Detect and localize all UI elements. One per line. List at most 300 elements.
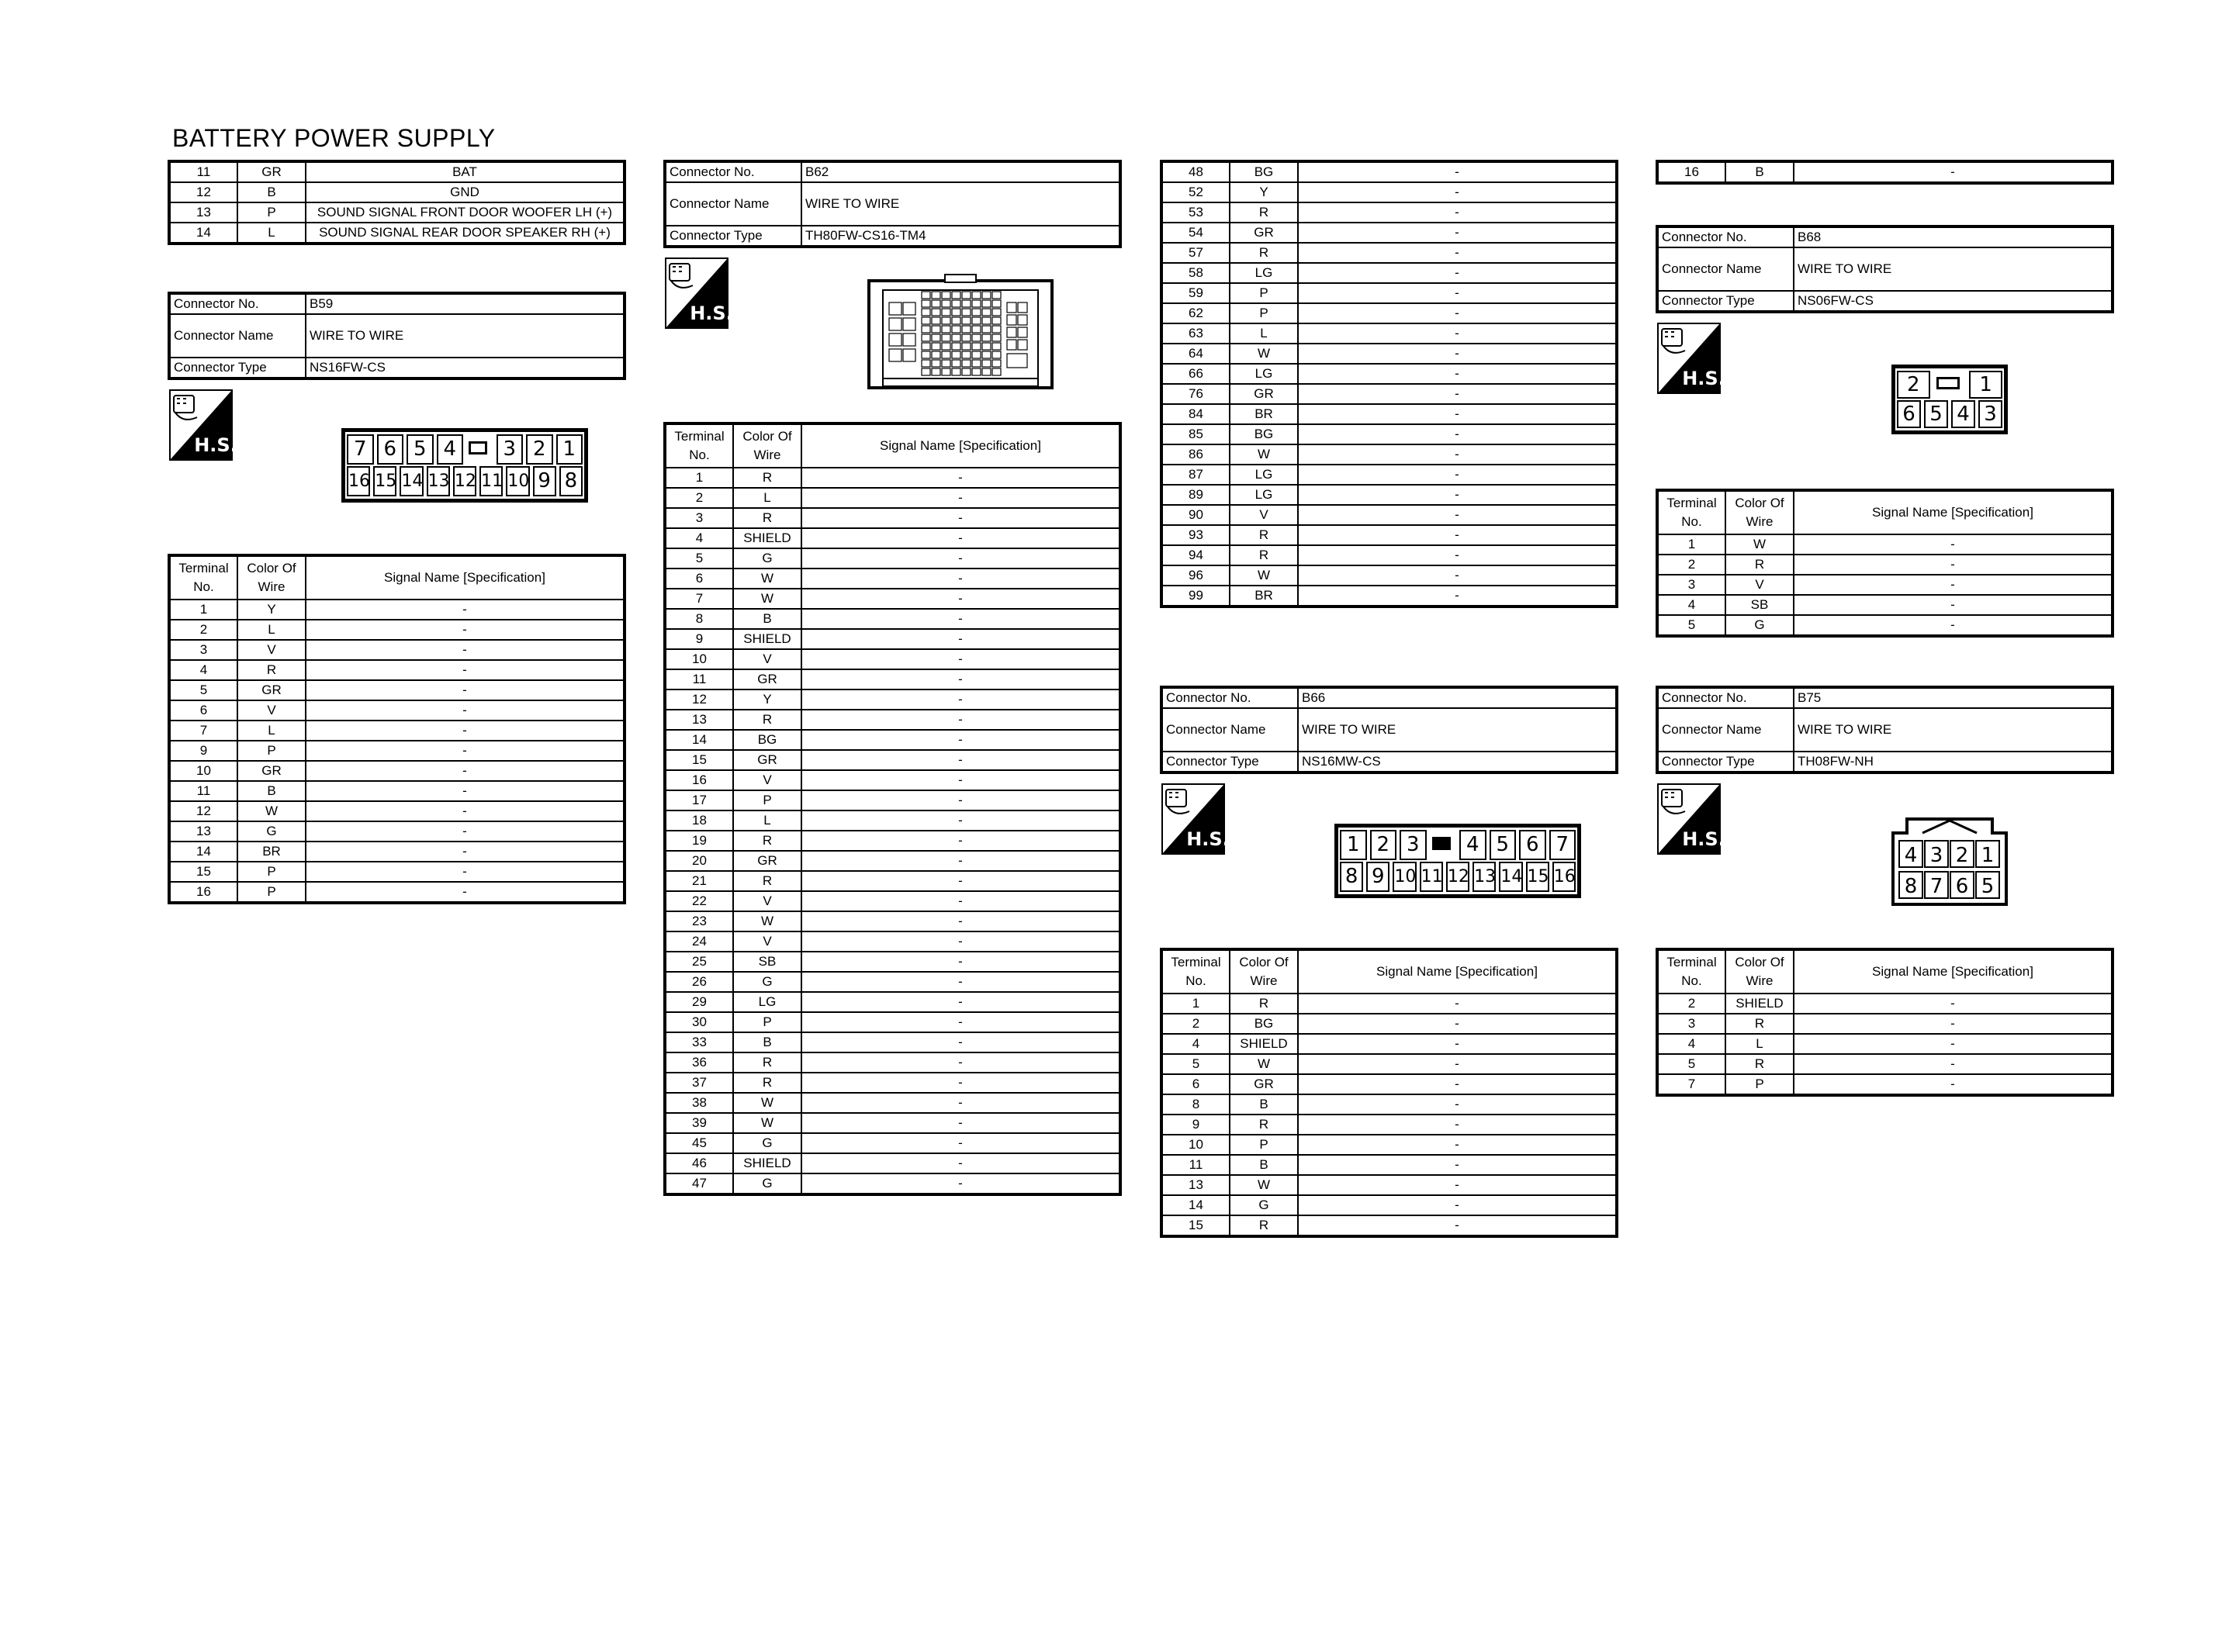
wire-color: P bbox=[1725, 1074, 1794, 1095]
wire-color: G bbox=[1725, 615, 1794, 636]
connector-pin: 1 bbox=[556, 434, 583, 465]
terminal-no: 85 bbox=[1161, 424, 1230, 444]
signal-name: - bbox=[1298, 303, 1617, 323]
table-row bbox=[1161, 283, 1617, 303]
table-row bbox=[665, 1032, 1120, 1052]
connector-pin: 11 bbox=[1420, 862, 1443, 892]
connector-pin: 2 bbox=[526, 434, 553, 465]
table-row bbox=[169, 640, 625, 660]
wire-color: L bbox=[1230, 323, 1298, 344]
signal-name: - bbox=[801, 629, 1120, 649]
wire-color: V bbox=[733, 770, 801, 790]
terminal-no: 24 bbox=[665, 931, 733, 952]
connector-name-label: Connector Name bbox=[1657, 247, 1794, 291]
wire-color: BG bbox=[1230, 1014, 1298, 1034]
signal-name: - bbox=[306, 660, 625, 680]
signal-name: - bbox=[1298, 243, 1617, 263]
signal-name: - bbox=[801, 710, 1120, 730]
table-row bbox=[665, 952, 1120, 972]
connector-pin: 12 bbox=[453, 466, 476, 496]
table-row bbox=[665, 1093, 1120, 1113]
signal-name: - bbox=[1794, 615, 2113, 636]
terminal-no-header: Terminal No. bbox=[665, 423, 733, 468]
b66-connector-name: WIRE TO WIRE bbox=[1298, 708, 1617, 752]
harness-side-icon bbox=[1657, 783, 1725, 855]
signal-name: - bbox=[801, 790, 1120, 810]
connector-pin: 9 bbox=[1366, 862, 1389, 892]
signal-name: - bbox=[801, 569, 1120, 589]
terminal-no: 17 bbox=[665, 790, 733, 810]
table-row bbox=[1161, 182, 1617, 202]
wire-color: W bbox=[733, 1093, 801, 1113]
signal-name-header: Signal Name [Specification] bbox=[306, 555, 625, 600]
wire-color: V bbox=[237, 700, 306, 721]
table-row bbox=[169, 202, 625, 223]
wire-color: R bbox=[1230, 1215, 1298, 1236]
wire-color: R bbox=[733, 468, 801, 488]
connector-pin: 15 bbox=[373, 466, 396, 496]
wire-color: BR bbox=[237, 842, 306, 862]
signal-name: - bbox=[1794, 534, 2113, 555]
terminal-no: 87 bbox=[1161, 465, 1230, 485]
signal-name: - bbox=[801, 851, 1120, 871]
b66-connector-diagram bbox=[1334, 824, 1581, 898]
signal-name: - bbox=[306, 640, 625, 660]
terminal-no: 25 bbox=[665, 952, 733, 972]
wire-color: P bbox=[237, 862, 306, 882]
wire-color: W bbox=[1230, 565, 1298, 586]
signal-name: - bbox=[801, 911, 1120, 931]
terminal-no: 4 bbox=[1657, 1034, 1725, 1054]
connector-name-label: Connector Name bbox=[665, 182, 801, 226]
wire-color: Y bbox=[237, 600, 306, 620]
signal-name: - bbox=[306, 862, 625, 882]
wire-color-header: Color Of Wire bbox=[1725, 490, 1794, 534]
table-row bbox=[169, 882, 625, 903]
connector-pin-label: 1 bbox=[1981, 844, 1995, 867]
wire-color: P bbox=[237, 202, 306, 223]
wire-color: W bbox=[1725, 534, 1794, 555]
terminal-no: 3 bbox=[169, 640, 237, 660]
signal-name: - bbox=[1298, 364, 1617, 384]
signal-name: - bbox=[1298, 1135, 1617, 1155]
table-row bbox=[665, 891, 1120, 911]
table-row bbox=[1161, 323, 1617, 344]
b68-info-table bbox=[1656, 225, 2114, 313]
b66-connector-no: B66 bbox=[1298, 687, 1617, 708]
b68-connector-name: WIRE TO WIRE bbox=[1794, 247, 2113, 291]
top-left-table bbox=[168, 160, 626, 245]
wire-color: W bbox=[733, 589, 801, 609]
b75-info-table bbox=[1656, 686, 2114, 774]
signal-name: - bbox=[1298, 223, 1617, 243]
wire-color: V bbox=[733, 649, 801, 669]
signal-name: - bbox=[1298, 1215, 1617, 1236]
signal-name: - bbox=[801, 589, 1120, 609]
terminal-no: 46 bbox=[665, 1153, 733, 1173]
table-row bbox=[1161, 525, 1617, 545]
table-row bbox=[1161, 1155, 1617, 1175]
table-row bbox=[665, 548, 1120, 569]
signal-name-header: Signal Name [Specification] bbox=[1794, 490, 2113, 534]
wire-color: R bbox=[237, 660, 306, 680]
terminal-no: 5 bbox=[1161, 1054, 1230, 1074]
table-row bbox=[169, 182, 625, 202]
connector-pin: 5 bbox=[1490, 830, 1517, 860]
table-row bbox=[1657, 1034, 2113, 1054]
b66-connector-type: NS16MW-CS bbox=[1298, 752, 1617, 772]
table-row bbox=[1161, 444, 1617, 465]
wire-color: G bbox=[733, 548, 801, 569]
connector-pin: 4 bbox=[437, 434, 464, 465]
terminal-no-header: Terminal No. bbox=[1657, 490, 1725, 534]
terminal-no: 7 bbox=[665, 589, 733, 609]
connector-type-label: Connector Type bbox=[1657, 291, 1794, 312]
connector-name-label: Connector Name bbox=[1657, 708, 1794, 752]
connector-name-label: Connector Name bbox=[1161, 708, 1298, 752]
connector-no-label: Connector No. bbox=[1657, 226, 1794, 247]
wire-color: R bbox=[733, 871, 801, 891]
table-row bbox=[1161, 303, 1617, 323]
wire-color: Y bbox=[733, 689, 801, 710]
wire-color: P bbox=[733, 1012, 801, 1032]
table-row bbox=[1657, 1054, 2113, 1074]
terminal-no: 14 bbox=[169, 842, 237, 862]
table-row bbox=[169, 781, 625, 801]
terminal-no: 64 bbox=[1161, 344, 1230, 364]
wire-color: V bbox=[1230, 505, 1298, 525]
table-row bbox=[1161, 1014, 1617, 1034]
signal-name: - bbox=[801, 649, 1120, 669]
signal-name: - bbox=[306, 882, 625, 903]
terminal-no: 16 bbox=[1657, 161, 1725, 183]
harness-side-icon bbox=[1657, 323, 1725, 394]
signal-name: - bbox=[801, 1012, 1120, 1032]
terminal-no: 5 bbox=[1657, 615, 1725, 636]
connector-pin: 7 bbox=[1549, 830, 1576, 860]
b75-connector-name: WIRE TO WIRE bbox=[1794, 708, 2113, 752]
signal-name: - bbox=[801, 1052, 1120, 1073]
terminal-no: 5 bbox=[665, 548, 733, 569]
wire-color: B bbox=[237, 182, 306, 202]
table-row bbox=[1161, 1175, 1617, 1195]
table-row bbox=[1161, 1135, 1617, 1155]
terminal-no: 59 bbox=[1161, 283, 1230, 303]
table-row bbox=[1161, 1215, 1617, 1236]
terminal-no: 14 bbox=[1161, 1195, 1230, 1215]
connector-pin: 4 bbox=[1459, 830, 1486, 860]
connector-pin: 8 bbox=[559, 466, 583, 496]
connector-pin: 16 bbox=[1552, 862, 1576, 892]
connector-pin: 13 bbox=[427, 466, 450, 496]
terminal-no: 48 bbox=[1161, 161, 1230, 182]
table-row bbox=[1161, 424, 1617, 444]
signal-name: - bbox=[801, 1073, 1120, 1093]
signal-name: - bbox=[801, 1173, 1120, 1194]
b62-connector-type: TH80FW-CS16-TM4 bbox=[801, 226, 1120, 247]
signal-name: - bbox=[306, 741, 625, 761]
wire-color: W bbox=[1230, 1054, 1298, 1074]
table-row bbox=[665, 1173, 1120, 1194]
wire-color: P bbox=[237, 882, 306, 903]
table-row bbox=[1657, 1014, 2113, 1034]
connector-pin: 6 bbox=[1897, 400, 1921, 428]
terminal-no: 14 bbox=[169, 223, 237, 244]
table-row bbox=[1161, 1074, 1617, 1094]
terminal-no: 2 bbox=[1657, 555, 1725, 575]
wire-color: P bbox=[733, 790, 801, 810]
table-row bbox=[1161, 545, 1617, 565]
signal-name: - bbox=[801, 1133, 1120, 1153]
table-row bbox=[665, 649, 1120, 669]
table-row bbox=[1657, 615, 2113, 636]
table-row bbox=[665, 1012, 1120, 1032]
table-row bbox=[665, 851, 1120, 871]
wire-color: SHIELD bbox=[1725, 994, 1794, 1014]
b66-info-table bbox=[1160, 686, 1618, 774]
terminal-no: 9 bbox=[665, 629, 733, 649]
connector-pin: 4 bbox=[1951, 400, 1975, 428]
b68-connector-no: B68 bbox=[1794, 226, 2113, 247]
b68-terminal-table bbox=[1656, 489, 2114, 638]
table-row bbox=[665, 528, 1120, 548]
wire-color: P bbox=[1230, 283, 1298, 303]
table-row bbox=[665, 508, 1120, 528]
terminal-no-header: Terminal No. bbox=[1657, 949, 1725, 994]
wire-color: GR bbox=[733, 750, 801, 770]
signal-name: - bbox=[1298, 1115, 1617, 1135]
signal-name: - bbox=[801, 689, 1120, 710]
signal-name: - bbox=[801, 528, 1120, 548]
signal-name: GND bbox=[306, 182, 625, 202]
table-row bbox=[169, 821, 625, 842]
signal-name: - bbox=[1298, 161, 1617, 182]
terminal-no: 6 bbox=[169, 700, 237, 721]
terminal-no: 84 bbox=[1161, 404, 1230, 424]
wire-color: R bbox=[733, 710, 801, 730]
wire-color: V bbox=[237, 640, 306, 660]
signal-name: SOUND SIGNAL REAR DOOR SPEAKER RH (+) bbox=[306, 223, 625, 244]
table-row bbox=[665, 569, 1120, 589]
wire-color: W bbox=[733, 911, 801, 931]
signal-name: - bbox=[1298, 465, 1617, 485]
harness-side-icon bbox=[169, 389, 237, 461]
terminal-no: 10 bbox=[1161, 1135, 1230, 1155]
wire-color: R bbox=[1230, 1115, 1298, 1135]
terminal-no: 29 bbox=[665, 992, 733, 1012]
table-row bbox=[1161, 586, 1617, 607]
b59-connector-no: B59 bbox=[306, 293, 625, 314]
wire-color-header: Color Of Wire bbox=[733, 423, 801, 468]
signal-name: - bbox=[306, 700, 625, 721]
terminal-no: 62 bbox=[1161, 303, 1230, 323]
wire-color: P bbox=[1230, 303, 1298, 323]
table-row bbox=[1161, 485, 1617, 505]
table-row bbox=[1161, 465, 1617, 485]
table-row bbox=[665, 1073, 1120, 1093]
connector-pin: 10 bbox=[506, 466, 529, 496]
terminal-no: 22 bbox=[665, 891, 733, 911]
terminal-no: 99 bbox=[1161, 586, 1230, 607]
terminal-no-header: Terminal No. bbox=[169, 555, 237, 600]
connector-pin: 11 bbox=[479, 466, 503, 496]
table-row bbox=[665, 790, 1120, 810]
terminal-no: 15 bbox=[665, 750, 733, 770]
wire-color: LG bbox=[1230, 485, 1298, 505]
wire-color: R bbox=[1230, 994, 1298, 1014]
signal-name-header: Signal Name [Specification] bbox=[1794, 949, 2113, 994]
connector-pin-label: 2 bbox=[1955, 844, 1969, 867]
terminal-no: 96 bbox=[1161, 565, 1230, 586]
terminal-no: 7 bbox=[1657, 1074, 1725, 1095]
signal-name: - bbox=[1298, 424, 1617, 444]
terminal-no: 39 bbox=[665, 1113, 733, 1133]
wire-color: W bbox=[733, 569, 801, 589]
wire-color: V bbox=[733, 891, 801, 911]
wire-color: L bbox=[237, 223, 306, 244]
signal-name: - bbox=[1298, 444, 1617, 465]
connector-pin: 14 bbox=[400, 466, 423, 496]
signal-name: - bbox=[306, 801, 625, 821]
table-row bbox=[169, 600, 625, 620]
connector-no-label: Connector No. bbox=[169, 293, 306, 314]
signal-name: - bbox=[801, 770, 1120, 790]
hs-label: H.S. bbox=[690, 302, 733, 324]
table-row bbox=[1161, 384, 1617, 404]
terminal-no: 36 bbox=[665, 1052, 733, 1073]
table-row bbox=[665, 468, 1120, 488]
terminal-no: 1 bbox=[665, 468, 733, 488]
wire-color: R bbox=[733, 1073, 801, 1093]
terminal-no: 16 bbox=[665, 770, 733, 790]
signal-name: - bbox=[1298, 344, 1617, 364]
wire-color: GR bbox=[1230, 1074, 1298, 1094]
terminal-no-header: Terminal No. bbox=[1161, 949, 1230, 994]
connector-pin: 2 bbox=[1897, 371, 1930, 399]
table-row bbox=[169, 842, 625, 862]
wire-color: GR bbox=[1230, 223, 1298, 243]
wire-color: LG bbox=[1230, 263, 1298, 283]
signal-name: - bbox=[1298, 323, 1617, 344]
b62-continued-table bbox=[1160, 160, 1618, 608]
terminal-no: 1 bbox=[1657, 534, 1725, 555]
terminal-no: 3 bbox=[1657, 575, 1725, 595]
signal-name: - bbox=[801, 548, 1120, 569]
wire-color: P bbox=[1230, 1135, 1298, 1155]
signal-name: - bbox=[306, 781, 625, 801]
wire-color: R bbox=[1230, 202, 1298, 223]
signal-name: - bbox=[1298, 505, 1617, 525]
b66-terminal-table bbox=[1160, 948, 1618, 1238]
signal-name: - bbox=[1298, 384, 1617, 404]
b59-connector-name: WIRE TO WIRE bbox=[306, 314, 625, 358]
table-row bbox=[1657, 595, 2113, 615]
terminal-no: 6 bbox=[1161, 1074, 1230, 1094]
signal-name: - bbox=[801, 609, 1120, 629]
signal-name: - bbox=[1298, 1155, 1617, 1175]
signal-name: - bbox=[1298, 404, 1617, 424]
wire-color: GR bbox=[237, 761, 306, 781]
connector-pin: 13 bbox=[1472, 862, 1496, 892]
table-row bbox=[665, 1052, 1120, 1073]
wire-color: LG bbox=[1230, 465, 1298, 485]
wire-color: R bbox=[1725, 1054, 1794, 1074]
terminal-no: 1 bbox=[1161, 994, 1230, 1014]
signal-name: - bbox=[1794, 1054, 2113, 1074]
table-row bbox=[665, 770, 1120, 790]
terminal-no: 58 bbox=[1161, 263, 1230, 283]
wire-color: G bbox=[237, 821, 306, 842]
table-row bbox=[1657, 994, 2113, 1014]
connector-pin-label: 8 bbox=[1904, 875, 1918, 898]
b68-connector-diagram bbox=[1891, 365, 2008, 434]
signal-name: - bbox=[801, 952, 1120, 972]
table-row bbox=[1161, 994, 1617, 1014]
wire-color: B bbox=[733, 1032, 801, 1052]
table-row bbox=[665, 750, 1120, 770]
table-row bbox=[1657, 1074, 2113, 1095]
wire-color: W bbox=[733, 1113, 801, 1133]
table-row bbox=[1657, 575, 2113, 595]
signal-name: - bbox=[1298, 545, 1617, 565]
b62-connector-no: B62 bbox=[801, 161, 1120, 182]
connector-pin-label: 3 bbox=[1929, 844, 1943, 867]
connector-pin: 5 bbox=[1924, 400, 1948, 428]
top-right-table bbox=[1656, 160, 2114, 185]
terminal-no: 30 bbox=[665, 1012, 733, 1032]
table-row bbox=[665, 810, 1120, 831]
wire-color: W bbox=[1230, 1175, 1298, 1195]
connector-pin: 12 bbox=[1446, 862, 1469, 892]
signal-name: - bbox=[1298, 1014, 1617, 1034]
terminal-no: 11 bbox=[169, 781, 237, 801]
terminal-no: 54 bbox=[1161, 223, 1230, 243]
signal-name: - bbox=[1794, 555, 2113, 575]
terminal-no: 16 bbox=[169, 882, 237, 903]
table-row bbox=[665, 629, 1120, 649]
wire-color: W bbox=[1230, 444, 1298, 465]
table-row bbox=[169, 801, 625, 821]
table-row bbox=[1161, 1094, 1617, 1115]
terminal-no: 19 bbox=[665, 831, 733, 851]
b68-connector-type: NS06FW-CS bbox=[1794, 291, 2113, 312]
b59-connector-diagram bbox=[341, 428, 588, 503]
connector-pin: 6 bbox=[377, 434, 404, 465]
connector-type-label: Connector Type bbox=[1161, 752, 1298, 772]
terminal-no: 20 bbox=[665, 851, 733, 871]
signal-name: - bbox=[1298, 1175, 1617, 1195]
table-row bbox=[1161, 161, 1617, 182]
signal-name: SOUND SIGNAL FRONT DOOR WOOFER LH (+) bbox=[306, 202, 625, 223]
connector-pin: 15 bbox=[1526, 862, 1549, 892]
terminal-no: 8 bbox=[665, 609, 733, 629]
wire-color: GR bbox=[733, 851, 801, 871]
wire-color: BG bbox=[1230, 161, 1298, 182]
terminal-no: 76 bbox=[1161, 384, 1230, 404]
table-row bbox=[665, 710, 1120, 730]
connector-pin-label: 4 bbox=[1904, 844, 1918, 867]
connector-pin: 14 bbox=[1499, 862, 1522, 892]
signal-name: - bbox=[1298, 565, 1617, 586]
signal-name: - bbox=[1298, 182, 1617, 202]
terminal-no: 13 bbox=[169, 821, 237, 842]
signal-name: - bbox=[1298, 1094, 1617, 1115]
hs-label: H.S. bbox=[1186, 828, 1230, 850]
table-row bbox=[1161, 505, 1617, 525]
signal-name: - bbox=[801, 831, 1120, 851]
b75-terminal-table bbox=[1656, 948, 2114, 1097]
hs-label: H.S. bbox=[1682, 368, 1725, 389]
